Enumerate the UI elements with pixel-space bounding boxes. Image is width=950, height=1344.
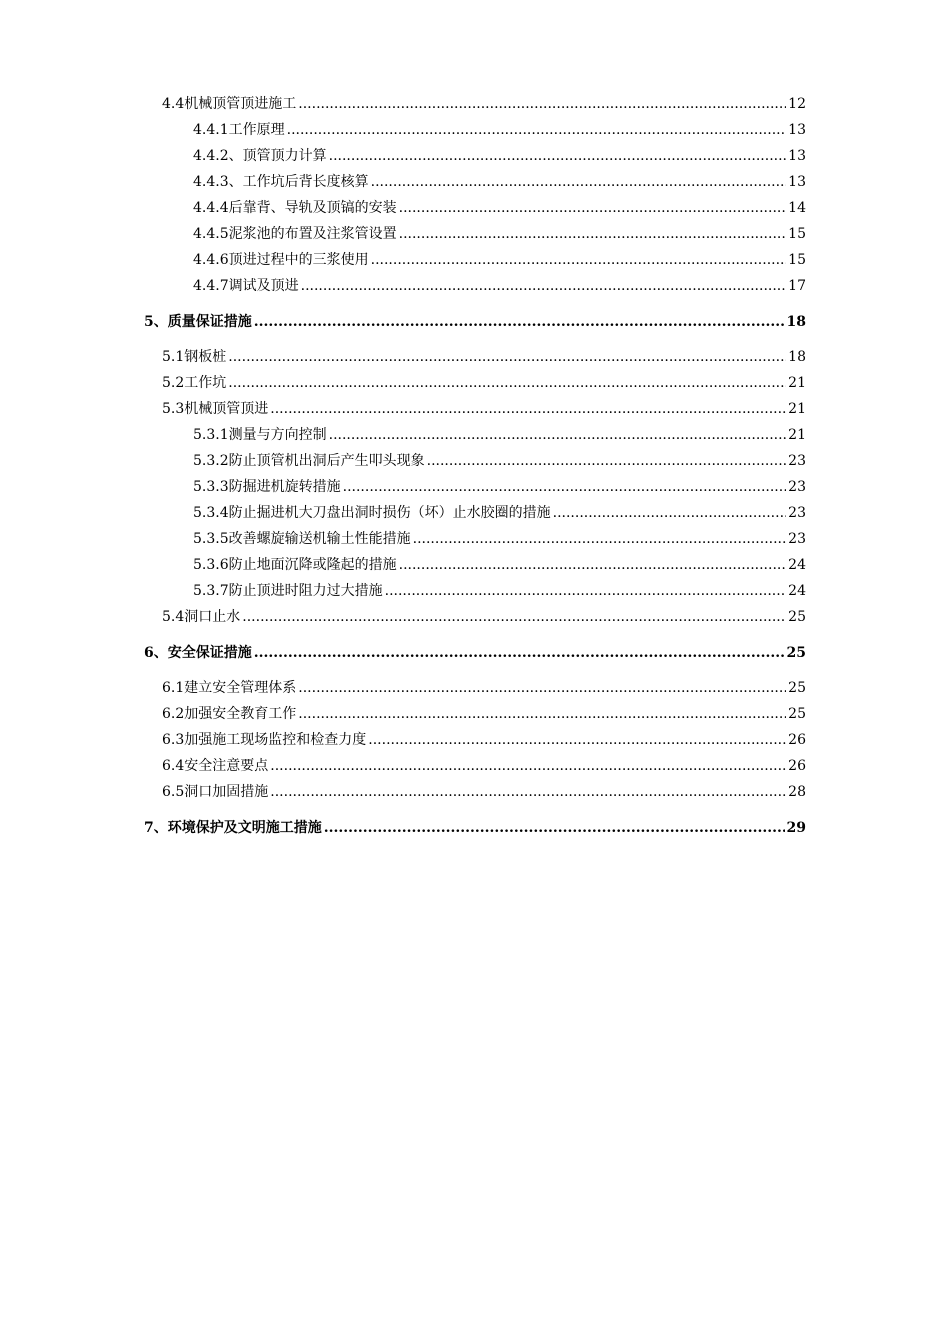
- toc-entry-page: 24: [788, 557, 806, 573]
- toc-entry-page: 13: [788, 174, 806, 190]
- toc-entry-4-4-1[interactable]: [193, 121, 806, 139]
- dot-leader: [385, 582, 786, 600]
- toc-entry-page: 23: [788, 479, 806, 495]
- toc-entry-page: 18: [786, 314, 806, 330]
- dot-leader: [553, 504, 786, 522]
- toc-entry-6-4[interactable]: [162, 757, 806, 775]
- toc-entry-6-1[interactable]: [162, 679, 806, 697]
- dot-leader: [343, 478, 786, 496]
- toc-entry-page: 15: [788, 226, 806, 242]
- toc-entry-label: 4.4.2、顶管顶力计算: [193, 148, 327, 164]
- toc-entry-label: 6.3加强施工现场监控和检查力度: [162, 732, 367, 748]
- dot-leader: [254, 313, 785, 331]
- toc-entry-page: 21: [788, 375, 806, 391]
- toc-entry-page: 23: [788, 453, 806, 469]
- toc-entry-label: 6.1建立安全管理体系: [162, 680, 297, 696]
- dot-leader: [298, 679, 786, 697]
- toc-entry-label: 4.4.1工作原理: [193, 122, 285, 138]
- toc-entry-5-1[interactable]: [162, 348, 806, 366]
- toc-entry-6-3[interactable]: [162, 731, 806, 749]
- toc-entry-page: 14: [788, 200, 806, 216]
- toc-entry-page: 29: [786, 820, 806, 836]
- toc-entry-label: 5.3.1测量与方向控制: [193, 427, 327, 443]
- toc-entry-page: 26: [788, 732, 806, 748]
- toc-entry-page: 24: [788, 583, 806, 599]
- toc-entry-5-3-1[interactable]: [193, 426, 806, 444]
- toc-entry-4-4-5[interactable]: [193, 225, 806, 243]
- toc-entry-page: 25: [788, 680, 806, 696]
- toc-entry-page: 17: [788, 278, 806, 294]
- toc-entry-label: 4.4机械顶管顶进施工: [162, 96, 297, 112]
- dot-leader: [371, 251, 786, 269]
- toc-entry-label: 7、环境保护及文明施工措施: [144, 820, 322, 836]
- toc-entry-page: 21: [788, 401, 806, 417]
- toc-entry-5-4[interactable]: [162, 608, 806, 626]
- dot-leader: [399, 225, 786, 243]
- toc-entry-label: 6.4安全注意要点: [162, 758, 269, 774]
- dot-leader: [270, 400, 786, 418]
- dot-leader: [242, 608, 786, 626]
- toc-entry-label: 6.5洞口加固措施: [162, 784, 269, 800]
- dot-leader: [301, 277, 786, 295]
- toc-entry-label: 4.4.6顶进过程中的三浆使用: [193, 252, 369, 268]
- toc-entry-5-3-6[interactable]: [193, 556, 806, 574]
- dot-leader: [287, 121, 786, 139]
- toc-entry-5-3-3[interactable]: [193, 478, 806, 496]
- toc-entry-4-4-3[interactable]: [193, 173, 806, 191]
- toc-entry-5[interactable]: [144, 313, 806, 331]
- dot-leader: [329, 147, 786, 165]
- toc-entry-label: 5.4洞口止水: [162, 609, 241, 625]
- toc-entry-7[interactable]: [144, 819, 806, 837]
- dot-leader: [270, 757, 786, 775]
- toc-entry-5-3-4[interactable]: [193, 504, 806, 522]
- toc-entry-label: 5.3.7防止顶进时阻力过大措施: [193, 583, 383, 599]
- toc-entry-label: 5.3.5改善螺旋输送机输土性能措施: [193, 531, 411, 547]
- dot-leader: [254, 644, 785, 662]
- toc-entry-page: 26: [788, 758, 806, 774]
- toc-entry-page: 25: [788, 609, 806, 625]
- dot-leader: [324, 819, 785, 837]
- toc-entry-4-4-7[interactable]: [193, 277, 806, 295]
- toc-entry-page: 13: [788, 148, 806, 164]
- toc-entry-6-5[interactable]: [162, 783, 806, 801]
- toc-entry-label: 4.4.5泥浆池的布置及注浆管设置: [193, 226, 397, 242]
- toc-entry-page: 25: [788, 706, 806, 722]
- dot-leader: [228, 374, 786, 392]
- toc-entry-label: 5.3.3防掘进机旋转措施: [193, 479, 341, 495]
- toc-entry-label: 4.4.4后靠背、导轨及顶镐的安装: [193, 200, 397, 216]
- toc-entry-page: 12: [788, 96, 806, 112]
- toc-entry-label: 4.4.3、工作坑后背长度核算: [193, 174, 369, 190]
- toc-entry-page: 23: [788, 505, 806, 521]
- toc-entry-label: 5.2工作坑: [162, 375, 227, 391]
- dot-leader: [298, 95, 786, 113]
- dot-leader: [329, 426, 786, 444]
- toc-entry-4-4[interactable]: [162, 95, 806, 113]
- toc-entry-label: 5.1钢板桩: [162, 349, 227, 365]
- dot-leader: [399, 199, 786, 217]
- toc-entry-label: 5.3.6防止地面沉降或隆起的措施: [193, 557, 397, 573]
- dot-leader: [368, 731, 786, 749]
- toc-entry-label: 5.3机械顶管顶进: [162, 401, 269, 417]
- toc-entry-label: 4.4.7调试及顶进: [193, 278, 299, 294]
- toc-entry-page: 13: [788, 122, 806, 138]
- toc-entry-4-4-4[interactable]: [193, 199, 806, 217]
- dot-leader: [413, 530, 786, 548]
- toc-entry-page: 21: [788, 427, 806, 443]
- dot-leader: [399, 556, 786, 574]
- dot-leader: [228, 348, 786, 366]
- dot-leader: [427, 452, 786, 470]
- toc-entry-page: 23: [788, 531, 806, 547]
- dot-leader: [371, 173, 786, 191]
- toc-entry-page: 28: [788, 784, 806, 800]
- toc-entry-label: 5.3.4防止掘进机大刀盘出洞时损伤（坏）止水胶圈的措施: [193, 505, 551, 521]
- toc-entry-label: 5、质量保证措施: [144, 314, 252, 330]
- toc-entry-page: 15: [788, 252, 806, 268]
- toc-entry-5-3[interactable]: [162, 400, 806, 418]
- toc-entry-6[interactable]: [144, 644, 806, 662]
- toc-entry-page: 25: [786, 645, 806, 661]
- toc-entry-4-4-6[interactable]: [193, 251, 806, 269]
- toc-entry-5-3-5[interactable]: [193, 530, 806, 548]
- toc-entry-5-3-2[interactable]: [193, 452, 806, 470]
- toc-entry-label: 6、安全保证措施: [144, 645, 252, 661]
- toc-entry-5-3-7[interactable]: [193, 582, 806, 600]
- toc-entry-label: 6.2加强安全教育工作: [162, 706, 297, 722]
- toc-entry-label: 5.3.2防止顶管机出洞后产生叩头现象: [193, 453, 425, 469]
- dot-leader: [298, 705, 786, 723]
- toc-entry-4-4-2[interactable]: [193, 147, 806, 165]
- dot-leader: [270, 783, 786, 801]
- toc-entry-page: 18: [788, 349, 806, 365]
- toc-entry-5-2[interactable]: [162, 374, 806, 392]
- toc-entry-6-2[interactable]: [162, 705, 806, 723]
